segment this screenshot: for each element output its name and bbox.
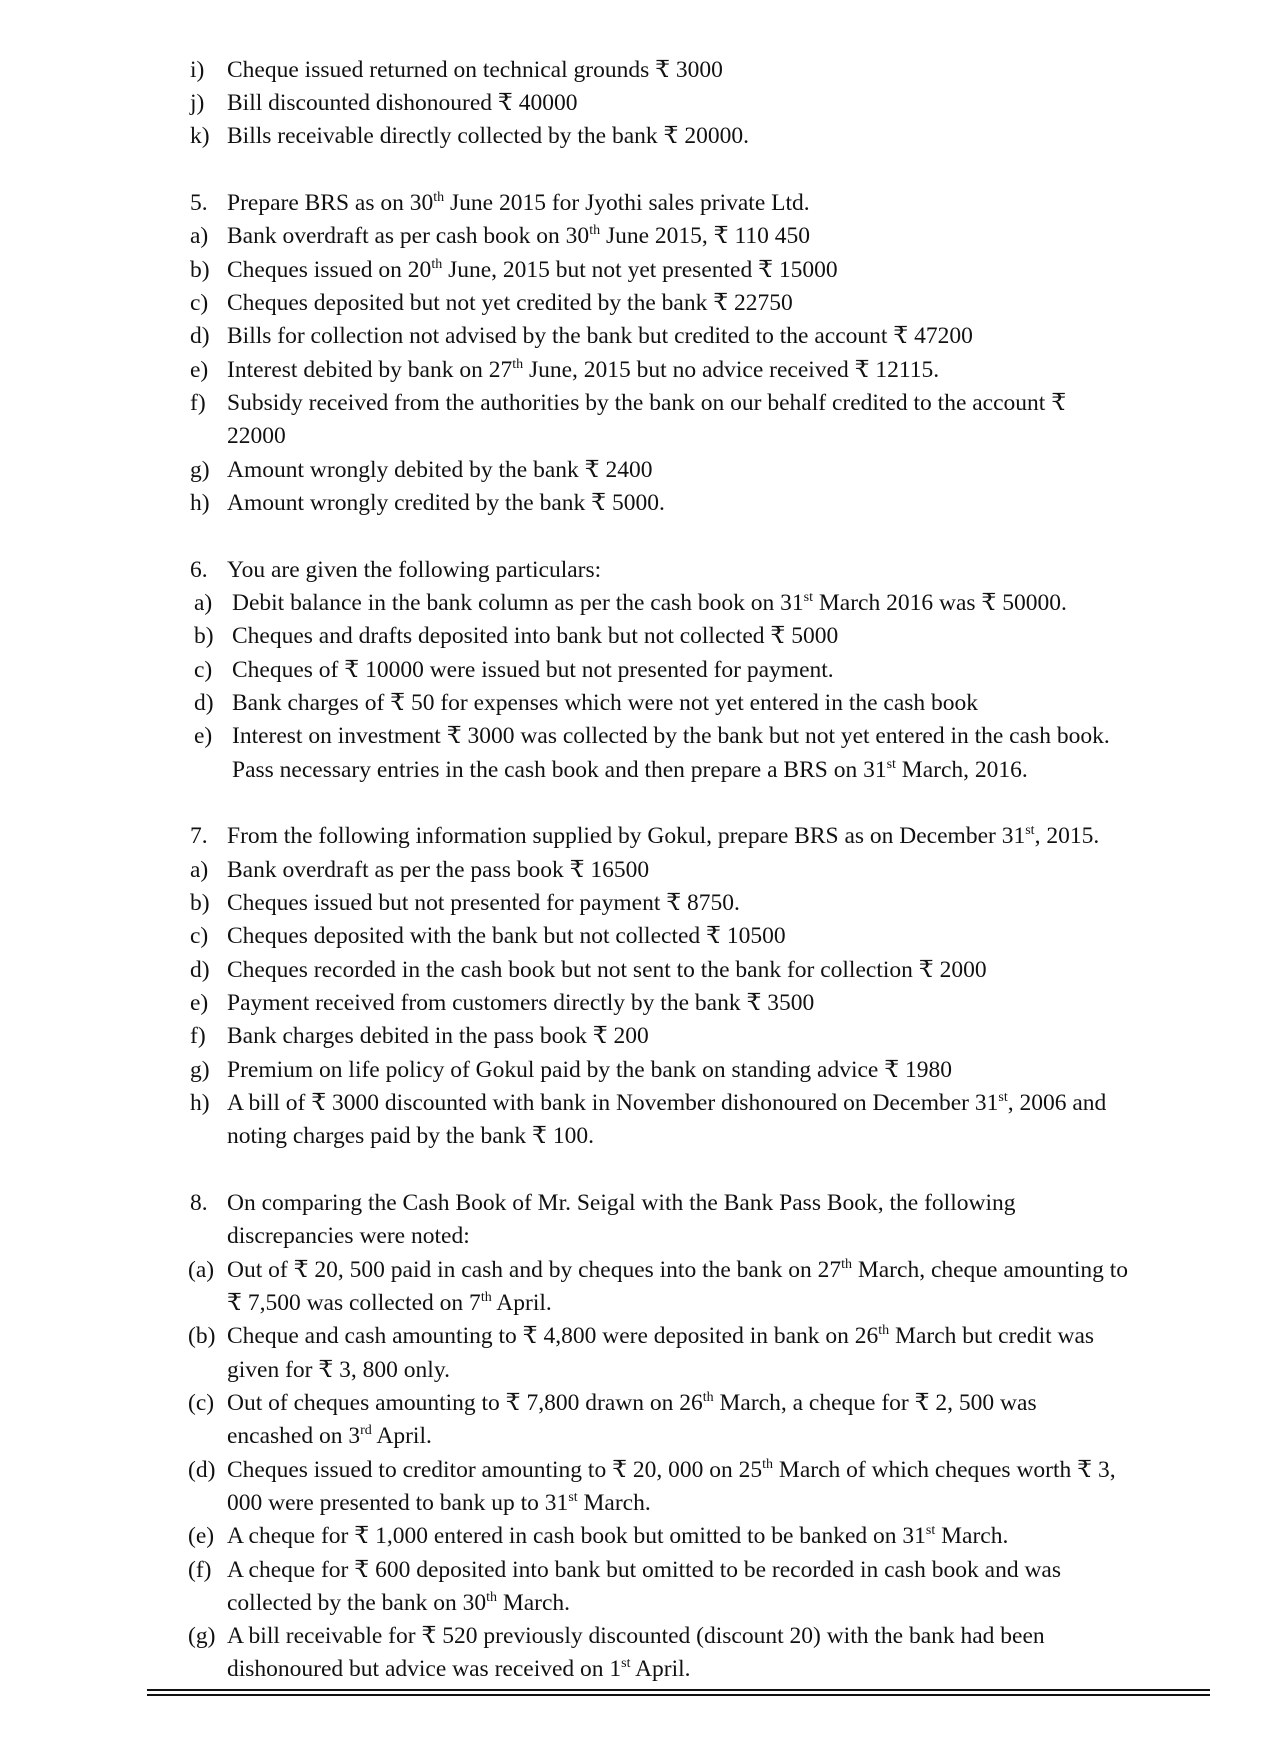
item-label: e) bbox=[190, 357, 209, 383]
item-text-continued: 22000 bbox=[227, 423, 286, 449]
item-text: A cheque for ₹ 600 deposited into bank but omitted to be recorded in cash book and was bbox=[227, 1557, 1061, 1583]
item-text: Cheques issued but not presented for payment ₹ 8750. bbox=[227, 890, 740, 916]
item-text-continued: 000 were presented to bank up to 31st March. bbox=[227, 1490, 651, 1516]
item-text: Payment received from customers directly by the bank ₹ 3500 bbox=[227, 990, 815, 1016]
item-label: c) bbox=[190, 923, 209, 949]
item-label: k) bbox=[190, 123, 210, 149]
item-label: g) bbox=[190, 457, 210, 483]
item-text: Cheque and cash amounting to ₹ 4,800 were deposited in bank on 26th March but credit was bbox=[227, 1323, 1095, 1349]
item-label: (e) bbox=[188, 1523, 215, 1549]
item-label: c) bbox=[190, 290, 209, 316]
item-text: Bank charges debited in the pass book ₹ 200 bbox=[227, 1023, 649, 1049]
item-label: a) bbox=[190, 857, 209, 883]
item-label: b) bbox=[194, 623, 214, 649]
item-text: Interest on investment ₹ 3000 was collected by the bank but not yet entered in the cash book. bbox=[232, 723, 1110, 749]
item-label: e) bbox=[194, 723, 213, 749]
item-label: g) bbox=[190, 1057, 210, 1083]
item-text-continued: given for ₹ 3, 800 only. bbox=[227, 1357, 450, 1383]
item-label: (a) bbox=[188, 1257, 215, 1283]
item-text: Cheques recorded in the cash book but not sent to the bank for collection ₹ 2000 bbox=[227, 957, 987, 983]
item-text: Out of cheques amounting to ₹ 7,800 drawn on 26th March, a cheque for ₹ 2, 500 was bbox=[227, 1390, 1037, 1416]
item-label: d) bbox=[190, 957, 210, 983]
item-label: (g) bbox=[188, 1623, 216, 1649]
item-text: A bill receivable for ₹ 520 previously discounted (discount 20) with the bank had been bbox=[227, 1623, 1045, 1649]
item-text: A cheque for ₹ 1,000 entered in cash book but omitted to be banked on 31st March. bbox=[227, 1523, 1009, 1549]
item-label: (d) bbox=[188, 1457, 216, 1483]
item-label: i) bbox=[190, 57, 205, 83]
item-label: h) bbox=[190, 490, 210, 516]
item-text: Cheques deposited with the bank but not collected ₹ 10500 bbox=[227, 923, 786, 949]
item-text: Cheques issued on 20th June, 2015 but not yet presented ₹ 15000 bbox=[227, 257, 838, 283]
item-label: c) bbox=[194, 657, 213, 683]
item-text: Out of ₹ 20, 500 paid in cash and by cheques into the bank on 27th March, cheque amounting to bbox=[227, 1257, 1129, 1283]
item-text: Cheques deposited but not yet credited by the bank ₹ 22750 bbox=[227, 290, 793, 316]
footer-rule bbox=[147, 1689, 1210, 1691]
item-label: (b) bbox=[188, 1323, 216, 1349]
item-text: Cheques issued to creditor amounting to ₹ 20, 000 on 25th March of which cheques worth ₹ 3, bbox=[227, 1457, 1116, 1483]
item-text: Bank charges of ₹ 50 for expenses which were not yet entered in the cash book bbox=[232, 690, 979, 716]
item-text: Interest debited by bank on 27th June, 2015 but no advice received ₹ 12115. bbox=[227, 357, 940, 383]
item-text-continued: noting charges paid by the bank ₹ 100. bbox=[227, 1123, 594, 1149]
question-number: 7. bbox=[190, 823, 208, 849]
item-text-continued: dishonoured but advice was received on 1st April. bbox=[227, 1656, 691, 1682]
item-text: Bill discounted dishonoured ₹ 40000 bbox=[227, 90, 578, 116]
item-text: Premium on life policy of Gokul paid by the bank on standing advice ₹ 1980 bbox=[227, 1057, 953, 1083]
question-title: You are given the following particulars: bbox=[227, 557, 602, 583]
question-number: 5. bbox=[190, 190, 208, 216]
item-text: Cheques and drafts deposited into bank but not collected ₹ 5000 bbox=[232, 623, 839, 649]
item-text-continued: collected by the bank on 30th March. bbox=[227, 1590, 571, 1616]
item-text: Cheques of ₹ 10000 were issued but not presented for payment. bbox=[232, 657, 834, 683]
item-text: Subsidy received from the authorities by the bank on our behalf credited to the account ₹ bbox=[227, 390, 1067, 416]
item-label: a) bbox=[190, 223, 209, 249]
question-number: 6. bbox=[190, 557, 208, 583]
item-label: f) bbox=[190, 390, 206, 416]
item-label: d) bbox=[190, 323, 210, 349]
item-text-continued: Pass necessary entries in the cash book and then prepare a BRS on 31st March, 2016. bbox=[232, 757, 1028, 783]
item-label: f) bbox=[190, 1023, 206, 1049]
question-title: On comparing the Cash Book of Mr. Seigal with the Bank Pass Book, the following bbox=[227, 1190, 1016, 1216]
item-text-continued: encashed on 3rd April. bbox=[227, 1423, 432, 1449]
item-text: Bank overdraft as per cash book on 30th June 2015, ₹ 110 450 bbox=[227, 223, 810, 249]
item-label: (f) bbox=[188, 1557, 212, 1583]
item-text: Bills for collection not advised by the bank but credited to the account ₹ 47200 bbox=[227, 323, 973, 349]
question-title: Prepare BRS as on 30th June 2015 for Jyothi sales private Ltd. bbox=[227, 190, 810, 216]
item-text: Cheque issued returned on technical grounds ₹ 3000 bbox=[227, 57, 723, 83]
footer-rule bbox=[147, 1694, 1210, 1696]
item-text: Bills receivable directly collected by the bank ₹ 20000. bbox=[227, 123, 749, 149]
item-text: Amount wrongly debited by the bank ₹ 2400 bbox=[227, 457, 653, 483]
question-number: 8. bbox=[190, 1190, 208, 1216]
item-label: e) bbox=[190, 990, 209, 1016]
item-label: d) bbox=[194, 690, 214, 716]
item-text: A bill of ₹ 3000 discounted with bank in November dishonoured on December 31st, 2006 and bbox=[227, 1090, 1107, 1116]
item-text: Debit balance in the bank column as per the cash book on 31st March 2016 was ₹ 50000. bbox=[232, 590, 1067, 616]
question-title: From the following information supplied by Gokul, prepare BRS as on December 31st, 2015. bbox=[227, 823, 1100, 849]
item-label: (c) bbox=[188, 1390, 215, 1416]
item-label: b) bbox=[190, 257, 210, 283]
question-title-continued: discrepancies were noted: bbox=[227, 1223, 470, 1249]
item-text-continued: ₹ 7,500 was collected on 7th April. bbox=[227, 1290, 552, 1316]
item-text: Bank overdraft as per the pass book ₹ 16500 bbox=[227, 857, 650, 883]
item-text: Amount wrongly credited by the bank ₹ 5000. bbox=[227, 490, 665, 516]
item-label: a) bbox=[194, 590, 213, 616]
item-label: b) bbox=[190, 890, 210, 916]
item-label: h) bbox=[190, 1090, 210, 1116]
item-label: j) bbox=[190, 90, 205, 116]
